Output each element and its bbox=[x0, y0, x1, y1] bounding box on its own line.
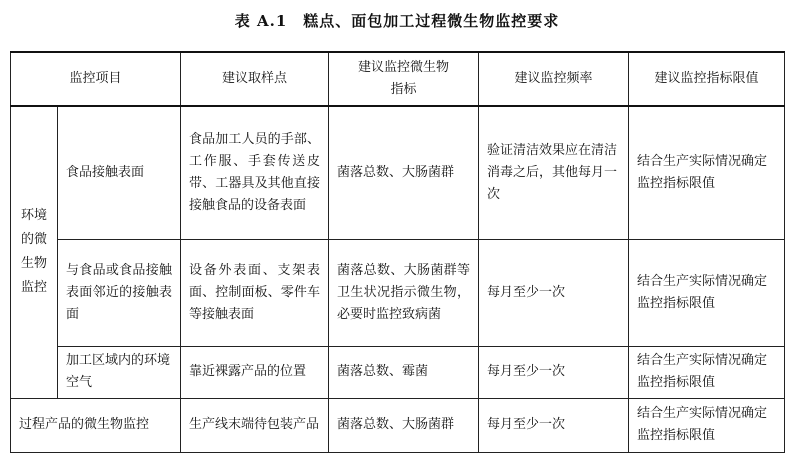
header-frequency: 建议监控频率 bbox=[479, 52, 629, 106]
row-limit: 结合生产实际情况确定监控指标限值 bbox=[629, 346, 785, 398]
env-group-label: 环境的微生物监控 bbox=[20, 208, 47, 296]
row-indicator: 菌落总数、霉菌 bbox=[329, 346, 479, 398]
row-item: 食品接触表面 bbox=[58, 106, 181, 239]
row-indicator: 菌落总数、大肠菌群 bbox=[329, 398, 479, 452]
row-sampling: 靠近裸露产品的位置 bbox=[181, 346, 329, 398]
header-row bbox=[11, 52, 785, 106]
header-sampling: 建议取样点 bbox=[181, 52, 329, 106]
env-group-cell bbox=[11, 106, 58, 398]
row-limit: 结合生产实际情况确定监控指标限值 bbox=[629, 398, 785, 452]
row-item: 与食品或食品接触表面邻近的接触表面 bbox=[58, 239, 181, 346]
table-row bbox=[11, 346, 785, 398]
row-indicator: 菌落总数、大肠菌群 bbox=[329, 106, 479, 239]
row-item: 过程产品的微生物监控 bbox=[11, 398, 181, 452]
row-item: 加工区域内的环境空气 bbox=[58, 346, 181, 398]
table-row bbox=[11, 398, 785, 452]
row-frequency: 每月至少一次 bbox=[479, 346, 629, 398]
header-indicator-text: 建议监控微生物指标 bbox=[358, 60, 450, 97]
header-limit: 建议监控指标限值 bbox=[629, 52, 785, 106]
row-indicator: 菌落总数、大肠菌群等卫生状况指示微生物，必要时监控致病菌 bbox=[329, 239, 479, 346]
row-frequency: 每月至少一次 bbox=[479, 239, 629, 346]
row-sampling: 设备外表面、支架表面、控制面板、零件车等接触表面 bbox=[181, 239, 329, 346]
header-indicator bbox=[329, 52, 479, 106]
table-row bbox=[11, 239, 785, 346]
row-limit: 结合生产实际情况确定监控指标限值 bbox=[629, 106, 785, 239]
row-sampling: 食品加工人员的手部、工作服、手套传送皮带、工器具及其他直接接触食品的设备表面 bbox=[181, 106, 329, 239]
table-row bbox=[11, 106, 785, 239]
header-item: 监控项目 bbox=[11, 52, 181, 106]
row-frequency: 验证清洁效果应在清洁消毒之后，其他每月一次 bbox=[479, 106, 629, 239]
row-sampling: 生产线末端待包装产品 bbox=[181, 398, 329, 452]
table-title: 表 A.1 糕点、面包加工过程微生物监控要求 bbox=[234, 12, 560, 30]
monitoring-table bbox=[10, 51, 785, 453]
row-frequency: 每月至少一次 bbox=[479, 398, 629, 452]
row-limit: 结合生产实际情况确定监控指标限值 bbox=[629, 239, 785, 346]
